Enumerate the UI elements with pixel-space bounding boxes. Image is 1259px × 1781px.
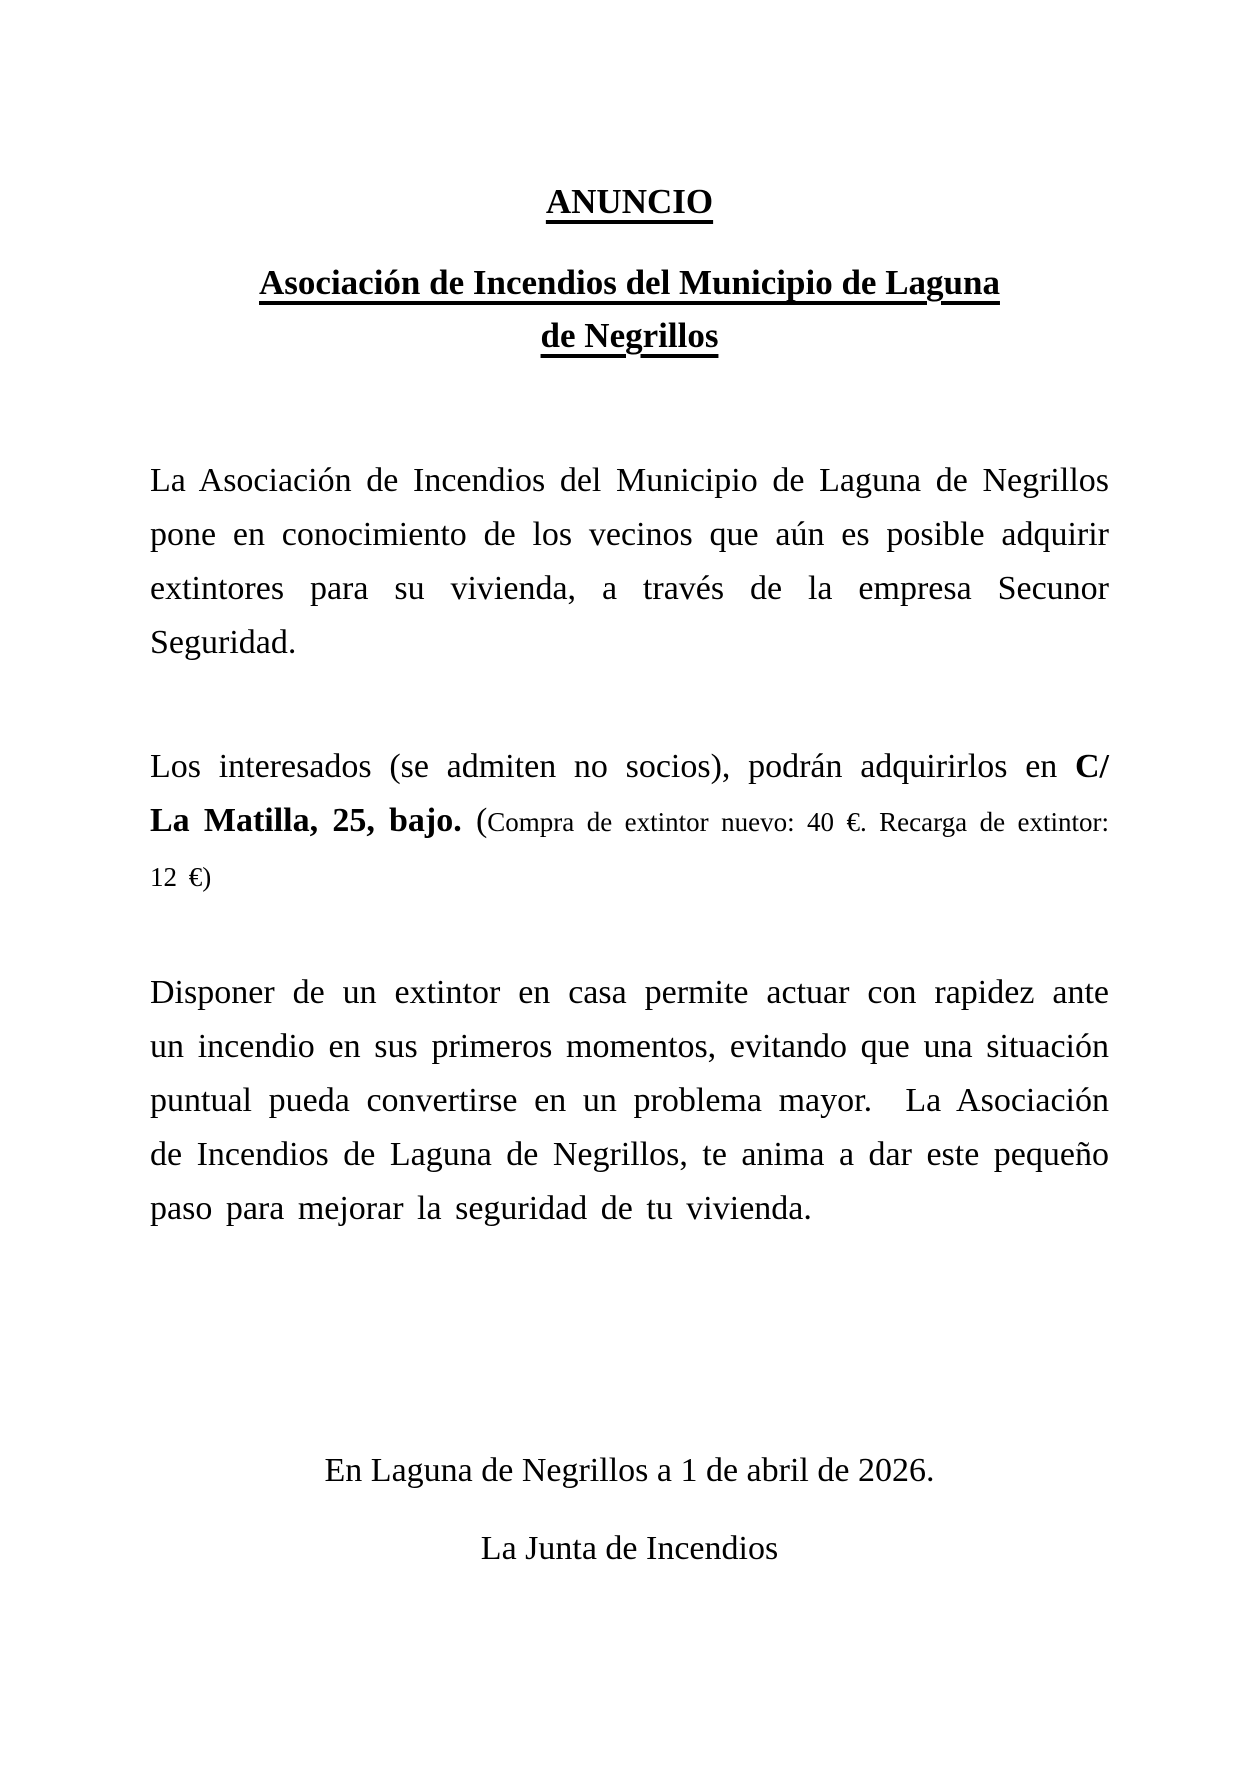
paragraph-benefits: Disponer de un extintor en casa permite actuar con rapidez ante un incendio en sus primeros momentos, evitando que una situación puntual pueda convertirse en un problema mayor. La Asociación de Incendios de Laguna de Negrillos, te anima a dar este pequeño paso para mejorar la seguridad de tu vivienda.: [150, 974, 1109, 1227]
signature-line: La Junta de Incendios: [480, 1530, 779, 1567]
purchase-paren-open: (: [475, 802, 488, 839]
document-title: [150, 178, 1109, 226]
document-subtitle: [150, 256, 1109, 362]
paragraph-intro: La Asociación de Incendios del Municipio de Laguna de Negrillos pone en conocimiento de los vecinos que aún es posible adquirir extintores para su vivienda, a través de la empresa Secunor Seguridad.: [150, 462, 1109, 661]
paragraph-purchase: [150, 740, 1109, 904]
purchase-address-bold: C/ La Matilla, 25, bajo.: [150, 748, 1109, 839]
subtitle-line-2-text: de Negrillos: [540, 316, 719, 355]
purchase-price-details: Compra de extintor nuevo: 40 €. Recarga de extintor: 12 €): [150, 807, 1109, 892]
date-line: En Laguna de Negrillos a 1 de abril de 2026.: [324, 1452, 935, 1489]
subtitle-line-1-text: Asociación de Incendios del Municipio de Laguna: [259, 263, 1000, 302]
subtitle-line-1: [150, 256, 1109, 309]
document-title-text: ANUNCIO: [545, 182, 714, 221]
subtitle-line-2: [150, 309, 1109, 362]
purchase-lead-text: Los interesados (se admiten no socios), podrán adquirirlos en: [150, 748, 1075, 785]
